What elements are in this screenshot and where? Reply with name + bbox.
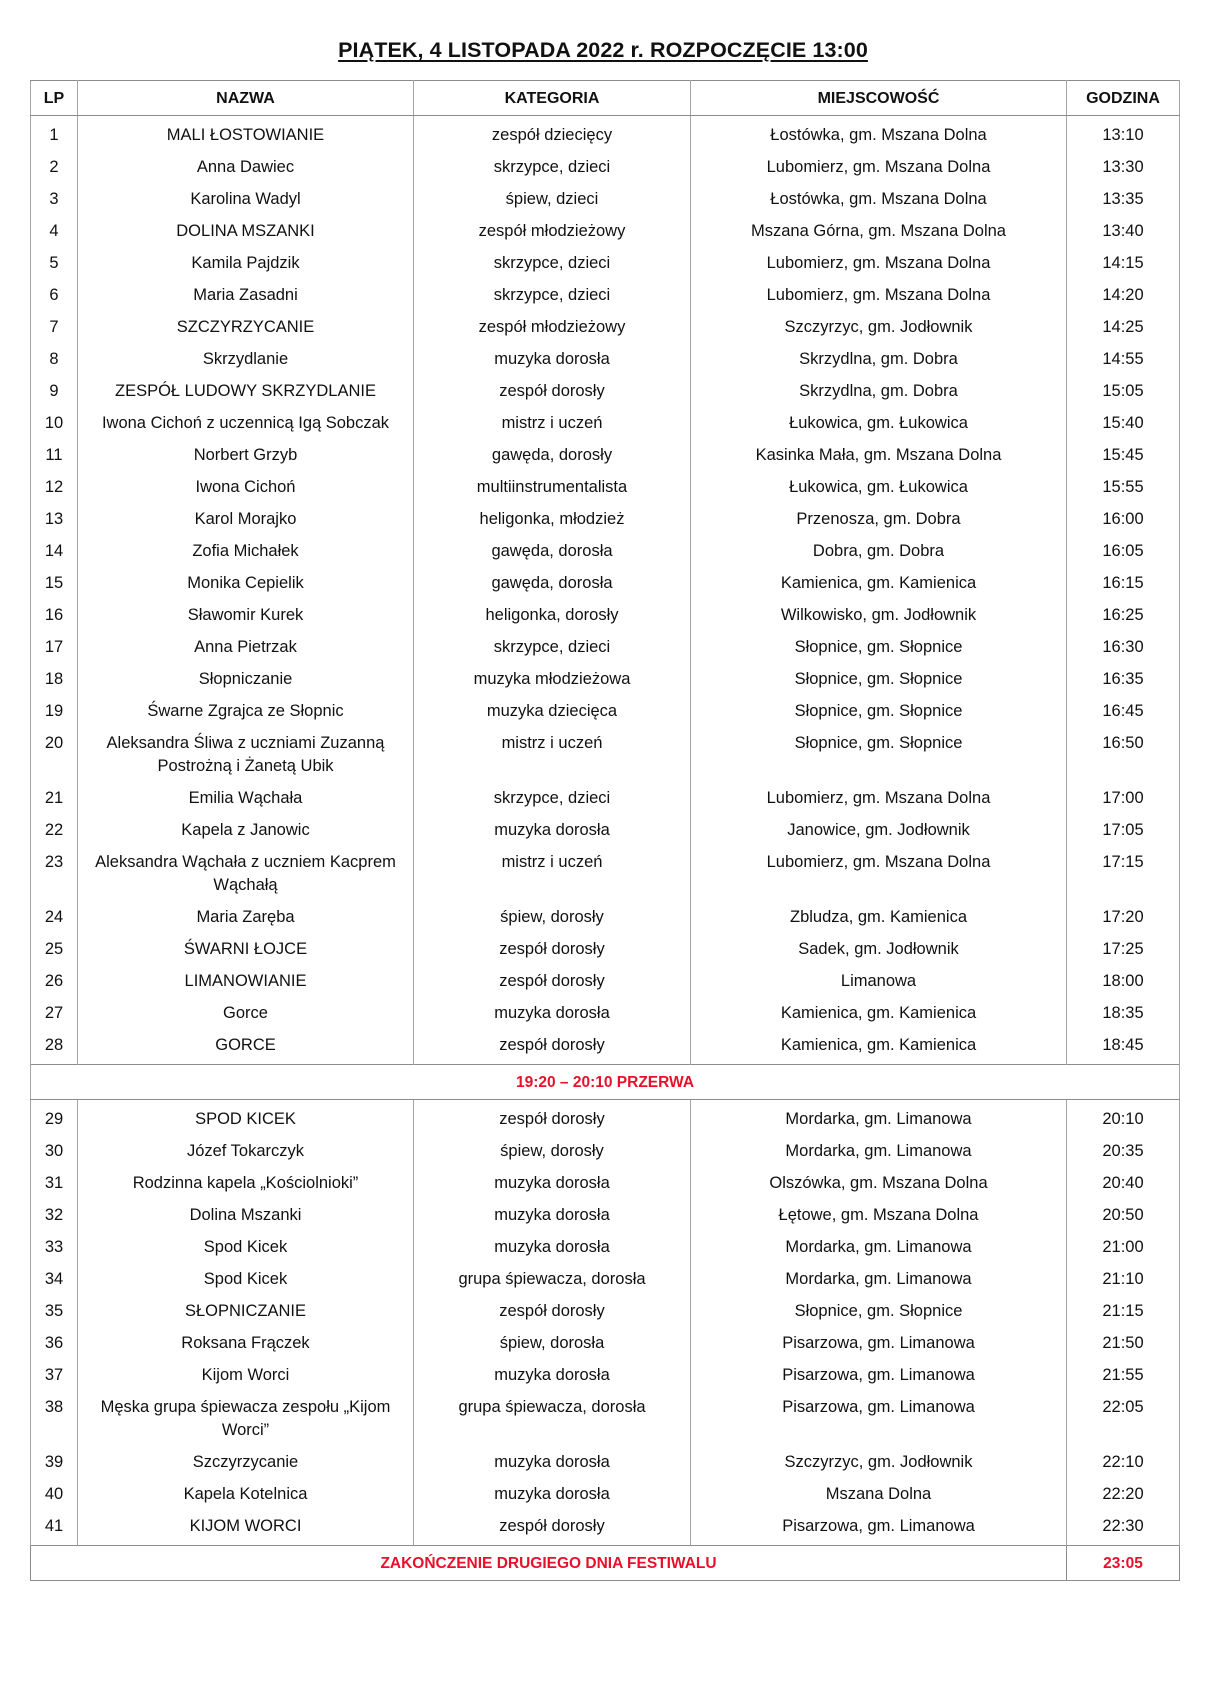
- cell-time: 17:15: [1067, 847, 1180, 902]
- schedule-part-1: [31, 116, 1180, 1065]
- cell-place: Lubomierz, gm. Mszana Dolna: [691, 280, 1067, 312]
- table-row: [31, 1447, 1180, 1479]
- cell-name: Śwarne Zgrajca ze Słopnic: [78, 696, 414, 728]
- table-row: [31, 1479, 1180, 1511]
- cell-lp: 23: [31, 847, 78, 902]
- table-row: [31, 216, 1180, 248]
- table-row: [31, 408, 1180, 440]
- cell-category: zespół dorosły: [414, 1100, 691, 1136]
- table-row: [31, 312, 1180, 344]
- cell-lp: 24: [31, 902, 78, 934]
- cell-time: 20:35: [1067, 1136, 1180, 1168]
- cell-category: skrzypce, dzieci: [414, 783, 691, 815]
- cell-place: Limanowa: [691, 966, 1067, 998]
- table-row: [31, 783, 1180, 815]
- cell-name: SZCZYRZYCANIE: [78, 312, 414, 344]
- cell-name: Karolina Wadyl: [78, 184, 414, 216]
- cell-time: 15:05: [1067, 376, 1180, 408]
- table-header-row: [31, 81, 1180, 116]
- cell-category: gawęda, dorosła: [414, 568, 691, 600]
- table-row: [31, 376, 1180, 408]
- column-header-lp: LP: [31, 81, 78, 116]
- table-row: [31, 966, 1180, 998]
- cell-category: zespół dorosły: [414, 1511, 691, 1546]
- cell-place: Lubomierz, gm. Mszana Dolna: [691, 152, 1067, 184]
- table-row: [31, 440, 1180, 472]
- cell-category: zespół dorosły: [414, 966, 691, 998]
- cell-time: 18:35: [1067, 998, 1180, 1030]
- cell-place: Mordarka, gm. Limanowa: [691, 1136, 1067, 1168]
- table-row: [31, 472, 1180, 504]
- column-header-category: KATEGORIA: [414, 81, 691, 116]
- cell-time: 16:50: [1067, 728, 1180, 783]
- cell-lp: 22: [31, 815, 78, 847]
- cell-place: Kamienica, gm. Kamienica: [691, 1030, 1067, 1065]
- cell-time: 20:10: [1067, 1100, 1180, 1136]
- table-row: [31, 1232, 1180, 1264]
- cell-category: muzyka dorosła: [414, 1447, 691, 1479]
- cell-lp: 33: [31, 1232, 78, 1264]
- cell-name: Dolina Mszanki: [78, 1200, 414, 1232]
- table-row: [31, 1030, 1180, 1065]
- cell-time: 14:55: [1067, 344, 1180, 376]
- cell-place: Mordarka, gm. Limanowa: [691, 1264, 1067, 1296]
- cell-name: Kamila Pajdzik: [78, 248, 414, 280]
- cell-lp: 36: [31, 1328, 78, 1360]
- table-row: [31, 664, 1180, 696]
- cell-time: 21:50: [1067, 1328, 1180, 1360]
- cell-time: 14:15: [1067, 248, 1180, 280]
- cell-place: Pisarzowa, gm. Limanowa: [691, 1392, 1067, 1447]
- cell-name: Szczyrzycanie: [78, 1447, 414, 1479]
- table-row: [31, 1392, 1180, 1447]
- cell-lp: 34: [31, 1264, 78, 1296]
- cell-time: 17:20: [1067, 902, 1180, 934]
- cell-lp: 1: [31, 116, 78, 152]
- cell-place: Olszówka, gm. Mszana Dolna: [691, 1168, 1067, 1200]
- cell-name: Anna Pietrzak: [78, 632, 414, 664]
- cell-lp: 16: [31, 600, 78, 632]
- cell-name: LIMANOWIANIE: [78, 966, 414, 998]
- cell-category: skrzypce, dzieci: [414, 632, 691, 664]
- page-title: PIĄTEK, 4 LISTOPADA 2022 r. ROZPOCZĘCIE 13:00: [338, 38, 868, 62]
- table-row: [31, 1328, 1180, 1360]
- cell-category: gawęda, dorosły: [414, 440, 691, 472]
- cell-name: Aleksandra Wąchała z uczniem Kacprem Wąchałą: [78, 847, 414, 902]
- cell-name: Monika Cepielik: [78, 568, 414, 600]
- cell-place: Kasinka Mała, gm. Mszana Dolna: [691, 440, 1067, 472]
- cell-category: zespół dorosły: [414, 376, 691, 408]
- cell-category: muzyka dorosła: [414, 1232, 691, 1264]
- cell-lp: 17: [31, 632, 78, 664]
- cell-lp: 8: [31, 344, 78, 376]
- cell-lp: 19: [31, 696, 78, 728]
- cell-category: śpiew, dorosły: [414, 1136, 691, 1168]
- table-row: [31, 1296, 1180, 1328]
- column-header-name: NAZWA: [78, 81, 414, 116]
- cell-category: grupa śpiewacza, dorosła: [414, 1392, 691, 1447]
- cell-name: Karol Morajko: [78, 504, 414, 536]
- table-row: [31, 536, 1180, 568]
- cell-lp: 27: [31, 998, 78, 1030]
- cell-place: Kamienica, gm. Kamienica: [691, 568, 1067, 600]
- cell-lp: 9: [31, 376, 78, 408]
- table-row: [31, 116, 1180, 152]
- cell-category: zespół dorosły: [414, 1296, 691, 1328]
- cell-category: zespół dziecięcy: [414, 116, 691, 152]
- cell-category: muzyka młodzieżowa: [414, 664, 691, 696]
- cell-name: Anna Dawiec: [78, 152, 414, 184]
- cell-name: SPOD KICEK: [78, 1100, 414, 1136]
- cell-category: śpiew, dorosła: [414, 1328, 691, 1360]
- cell-category: śpiew, dorosły: [414, 902, 691, 934]
- cell-category: multiinstrumentalista: [414, 472, 691, 504]
- cell-category: skrzypce, dzieci: [414, 280, 691, 312]
- cell-name: Spod Kicek: [78, 1264, 414, 1296]
- cell-time: 17:25: [1067, 934, 1180, 966]
- cell-time: 18:00: [1067, 966, 1180, 998]
- cell-time: 20:50: [1067, 1200, 1180, 1232]
- table-row: [31, 344, 1180, 376]
- cell-lp: 37: [31, 1360, 78, 1392]
- cell-name: Norbert Grzyb: [78, 440, 414, 472]
- cell-name: Aleksandra Śliwa z uczniami Zuzanną Postrożną i Żanetą Ubik: [78, 728, 414, 783]
- cell-name: Męska grupa śpiewacza zespołu „Kijom Worci”: [78, 1392, 414, 1447]
- column-header-place: MIEJSCOWOŚĆ: [691, 81, 1067, 116]
- cell-place: Mszana Dolna: [691, 1479, 1067, 1511]
- cell-time: 16:05: [1067, 536, 1180, 568]
- cell-name: ZESPÓŁ LUDOWY SKRZYDLANIE: [78, 376, 414, 408]
- cell-name: ŚWARNI ŁOJCE: [78, 934, 414, 966]
- cell-place: Przenosza, gm. Dobra: [691, 504, 1067, 536]
- cell-place: Słopnice, gm. Słopnice: [691, 632, 1067, 664]
- cell-place: Łostówka, gm. Mszana Dolna: [691, 116, 1067, 152]
- cell-category: zespół dorosły: [414, 934, 691, 966]
- cell-category: zespół młodzieżowy: [414, 312, 691, 344]
- cell-lp: 14: [31, 536, 78, 568]
- cell-lp: 39: [31, 1447, 78, 1479]
- cell-lp: 30: [31, 1136, 78, 1168]
- cell-place: Łętowe, gm. Mszana Dolna: [691, 1200, 1067, 1232]
- cell-category: zespół młodzieżowy: [414, 216, 691, 248]
- cell-time: 21:55: [1067, 1360, 1180, 1392]
- table-row: [31, 998, 1180, 1030]
- table-row: [31, 728, 1180, 783]
- cell-lp: 12: [31, 472, 78, 504]
- cell-lp: 15: [31, 568, 78, 600]
- cell-name: DOLINA MSZANKI: [78, 216, 414, 248]
- table-row: [31, 184, 1180, 216]
- cell-time: 16:25: [1067, 600, 1180, 632]
- table-row: [31, 568, 1180, 600]
- cell-time: 15:45: [1067, 440, 1180, 472]
- cell-time: 13:10: [1067, 116, 1180, 152]
- cell-name: Zofia Michałek: [78, 536, 414, 568]
- cell-category: muzyka dorosła: [414, 815, 691, 847]
- cell-place: Dobra, gm. Dobra: [691, 536, 1067, 568]
- cell-time: 15:55: [1067, 472, 1180, 504]
- table-row: [31, 902, 1180, 934]
- cell-name: Maria Zaręba: [78, 902, 414, 934]
- cell-name: Iwona Cichoń: [78, 472, 414, 504]
- cell-place: Lubomierz, gm. Mszana Dolna: [691, 248, 1067, 280]
- cell-place: Skrzydlna, gm. Dobra: [691, 376, 1067, 408]
- break-text: 19:20 – 20:10 PRZERWA: [31, 1065, 1180, 1100]
- cell-category: muzyka dorosła: [414, 344, 691, 376]
- cell-time: 13:40: [1067, 216, 1180, 248]
- cell-name: Spod Kicek: [78, 1232, 414, 1264]
- cell-place: Zbludza, gm. Kamienica: [691, 902, 1067, 934]
- table-row: [31, 1100, 1180, 1136]
- table-row: [31, 248, 1180, 280]
- cell-time: 20:40: [1067, 1168, 1180, 1200]
- cell-time: 22:20: [1067, 1479, 1180, 1511]
- table-row: [31, 1136, 1180, 1168]
- schedule-part-2: [31, 1100, 1180, 1546]
- table-row: [31, 815, 1180, 847]
- cell-name: Roksana Frączek: [78, 1328, 414, 1360]
- cell-place: Sadek, gm. Jodłownik: [691, 934, 1067, 966]
- cell-category: muzyka dziecięca: [414, 696, 691, 728]
- cell-time: 21:00: [1067, 1232, 1180, 1264]
- cell-category: mistrz i uczeń: [414, 408, 691, 440]
- cell-name: SŁOPNICZANIE: [78, 1296, 414, 1328]
- cell-name: Józef Tokarczyk: [78, 1136, 414, 1168]
- cell-time: 13:35: [1067, 184, 1180, 216]
- cell-category: mistrz i uczeń: [414, 728, 691, 783]
- cell-time: 16:00: [1067, 504, 1180, 536]
- cell-category: grupa śpiewacza, dorosła: [414, 1264, 691, 1296]
- cell-name: Maria Zasadni: [78, 280, 414, 312]
- cell-lp: 4: [31, 216, 78, 248]
- cell-lp: 35: [31, 1296, 78, 1328]
- cell-lp: 20: [31, 728, 78, 783]
- cell-time: 21:10: [1067, 1264, 1180, 1296]
- cell-place: Szczyrzyc, gm. Jodłownik: [691, 312, 1067, 344]
- cell-category: mistrz i uczeń: [414, 847, 691, 902]
- cell-place: Szczyrzyc, gm. Jodłownik: [691, 1447, 1067, 1479]
- closing-text: ZAKOŃCZENIE DRUGIEGO DNIA FESTIWALU: [31, 1546, 1067, 1581]
- cell-place: Słopnice, gm. Słopnice: [691, 728, 1067, 783]
- cell-lp: 13: [31, 504, 78, 536]
- table-row: [31, 600, 1180, 632]
- cell-name: MALI ŁOSTOWIANIE: [78, 116, 414, 152]
- cell-lp: 38: [31, 1392, 78, 1447]
- cell-place: Lubomierz, gm. Mszana Dolna: [691, 847, 1067, 902]
- cell-time: 14:20: [1067, 280, 1180, 312]
- cell-lp: 7: [31, 312, 78, 344]
- cell-place: Słopnice, gm. Słopnice: [691, 1296, 1067, 1328]
- cell-time: 16:15: [1067, 568, 1180, 600]
- column-header-time: GODZINA: [1067, 81, 1180, 116]
- cell-place: Pisarzowa, gm. Limanowa: [691, 1328, 1067, 1360]
- cell-time: 16:30: [1067, 632, 1180, 664]
- cell-name: Słopniczanie: [78, 664, 414, 696]
- cell-name: Skrzydlanie: [78, 344, 414, 376]
- table-row: [31, 696, 1180, 728]
- cell-place: Mszana Górna, gm. Mszana Dolna: [691, 216, 1067, 248]
- cell-name: GORCE: [78, 1030, 414, 1065]
- cell-time: 16:35: [1067, 664, 1180, 696]
- cell-name: Emilia Wąchała: [78, 783, 414, 815]
- cell-lp: 21: [31, 783, 78, 815]
- cell-category: heligonka, dorosły: [414, 600, 691, 632]
- cell-place: Wilkowisko, gm. Jodłownik: [691, 600, 1067, 632]
- cell-place: Pisarzowa, gm. Limanowa: [691, 1511, 1067, 1546]
- table-row: [31, 1168, 1180, 1200]
- cell-lp: 26: [31, 966, 78, 998]
- cell-place: Skrzydlna, gm. Dobra: [691, 344, 1067, 376]
- table-row: [31, 1200, 1180, 1232]
- cell-lp: 41: [31, 1511, 78, 1546]
- table-row: [31, 504, 1180, 536]
- cell-time: 17:00: [1067, 783, 1180, 815]
- cell-name: Kapela z Janowic: [78, 815, 414, 847]
- cell-lp: 5: [31, 248, 78, 280]
- cell-lp: 2: [31, 152, 78, 184]
- cell-lp: 31: [31, 1168, 78, 1200]
- cell-time: 15:40: [1067, 408, 1180, 440]
- cell-time: 13:30: [1067, 152, 1180, 184]
- cell-lp: 40: [31, 1479, 78, 1511]
- cell-lp: 28: [31, 1030, 78, 1065]
- table-row: [31, 934, 1180, 966]
- cell-place: Janowice, gm. Jodłownik: [691, 815, 1067, 847]
- cell-category: skrzypce, dzieci: [414, 152, 691, 184]
- cell-lp: 6: [31, 280, 78, 312]
- cell-name: Rodzinna kapela „Kościolnioki”: [78, 1168, 414, 1200]
- table-row: [31, 1511, 1180, 1546]
- cell-place: Łukowica, gm. Łukowica: [691, 472, 1067, 504]
- cell-name: Kapela Kotelnica: [78, 1479, 414, 1511]
- cell-category: zespół dorosły: [414, 1030, 691, 1065]
- cell-place: Pisarzowa, gm. Limanowa: [691, 1360, 1067, 1392]
- cell-time: 21:15: [1067, 1296, 1180, 1328]
- cell-category: śpiew, dzieci: [414, 184, 691, 216]
- cell-time: 22:05: [1067, 1392, 1180, 1447]
- cell-place: Słopnice, gm. Słopnice: [691, 696, 1067, 728]
- cell-category: muzyka dorosła: [414, 1360, 691, 1392]
- closing-row: [31, 1546, 1180, 1581]
- cell-name: Sławomir Kurek: [78, 600, 414, 632]
- schedule-table: [30, 80, 1180, 1581]
- cell-time: 22:30: [1067, 1511, 1180, 1546]
- table-row: [31, 280, 1180, 312]
- cell-name: KIJOM WORCI: [78, 1511, 414, 1546]
- cell-name: Kijom Worci: [78, 1360, 414, 1392]
- cell-category: heligonka, młodzież: [414, 504, 691, 536]
- break-row: [31, 1065, 1180, 1100]
- cell-name: Gorce: [78, 998, 414, 1030]
- table-row: [31, 847, 1180, 902]
- cell-place: Łukowica, gm. Łukowica: [691, 408, 1067, 440]
- cell-place: Mordarka, gm. Limanowa: [691, 1100, 1067, 1136]
- cell-time: 17:05: [1067, 815, 1180, 847]
- cell-place: Łostówka, gm. Mszana Dolna: [691, 184, 1067, 216]
- cell-lp: 3: [31, 184, 78, 216]
- cell-time: 18:45: [1067, 1030, 1180, 1065]
- cell-name: Iwona Cichoń z uczennicą Igą Sobczak: [78, 408, 414, 440]
- cell-time: 14:25: [1067, 312, 1180, 344]
- table-row: [31, 1264, 1180, 1296]
- cell-category: muzyka dorosła: [414, 1200, 691, 1232]
- cell-place: Lubomierz, gm. Mszana Dolna: [691, 783, 1067, 815]
- cell-place: Mordarka, gm. Limanowa: [691, 1232, 1067, 1264]
- cell-lp: 11: [31, 440, 78, 472]
- cell-category: muzyka dorosła: [414, 998, 691, 1030]
- table-row: [31, 632, 1180, 664]
- table-row: [31, 1360, 1180, 1392]
- cell-lp: 10: [31, 408, 78, 440]
- cell-time: 16:45: [1067, 696, 1180, 728]
- cell-category: muzyka dorosła: [414, 1479, 691, 1511]
- cell-lp: 32: [31, 1200, 78, 1232]
- cell-lp: 29: [31, 1100, 78, 1136]
- cell-place: Kamienica, gm. Kamienica: [691, 998, 1067, 1030]
- cell-category: gawęda, dorosła: [414, 536, 691, 568]
- cell-category: skrzypce, dzieci: [414, 248, 691, 280]
- closing-time: 23:05: [1067, 1546, 1180, 1581]
- cell-category: muzyka dorosła: [414, 1168, 691, 1200]
- cell-time: 22:10: [1067, 1447, 1180, 1479]
- cell-lp: 25: [31, 934, 78, 966]
- table-row: [31, 152, 1180, 184]
- cell-lp: 18: [31, 664, 78, 696]
- cell-place: Słopnice, gm. Słopnice: [691, 664, 1067, 696]
